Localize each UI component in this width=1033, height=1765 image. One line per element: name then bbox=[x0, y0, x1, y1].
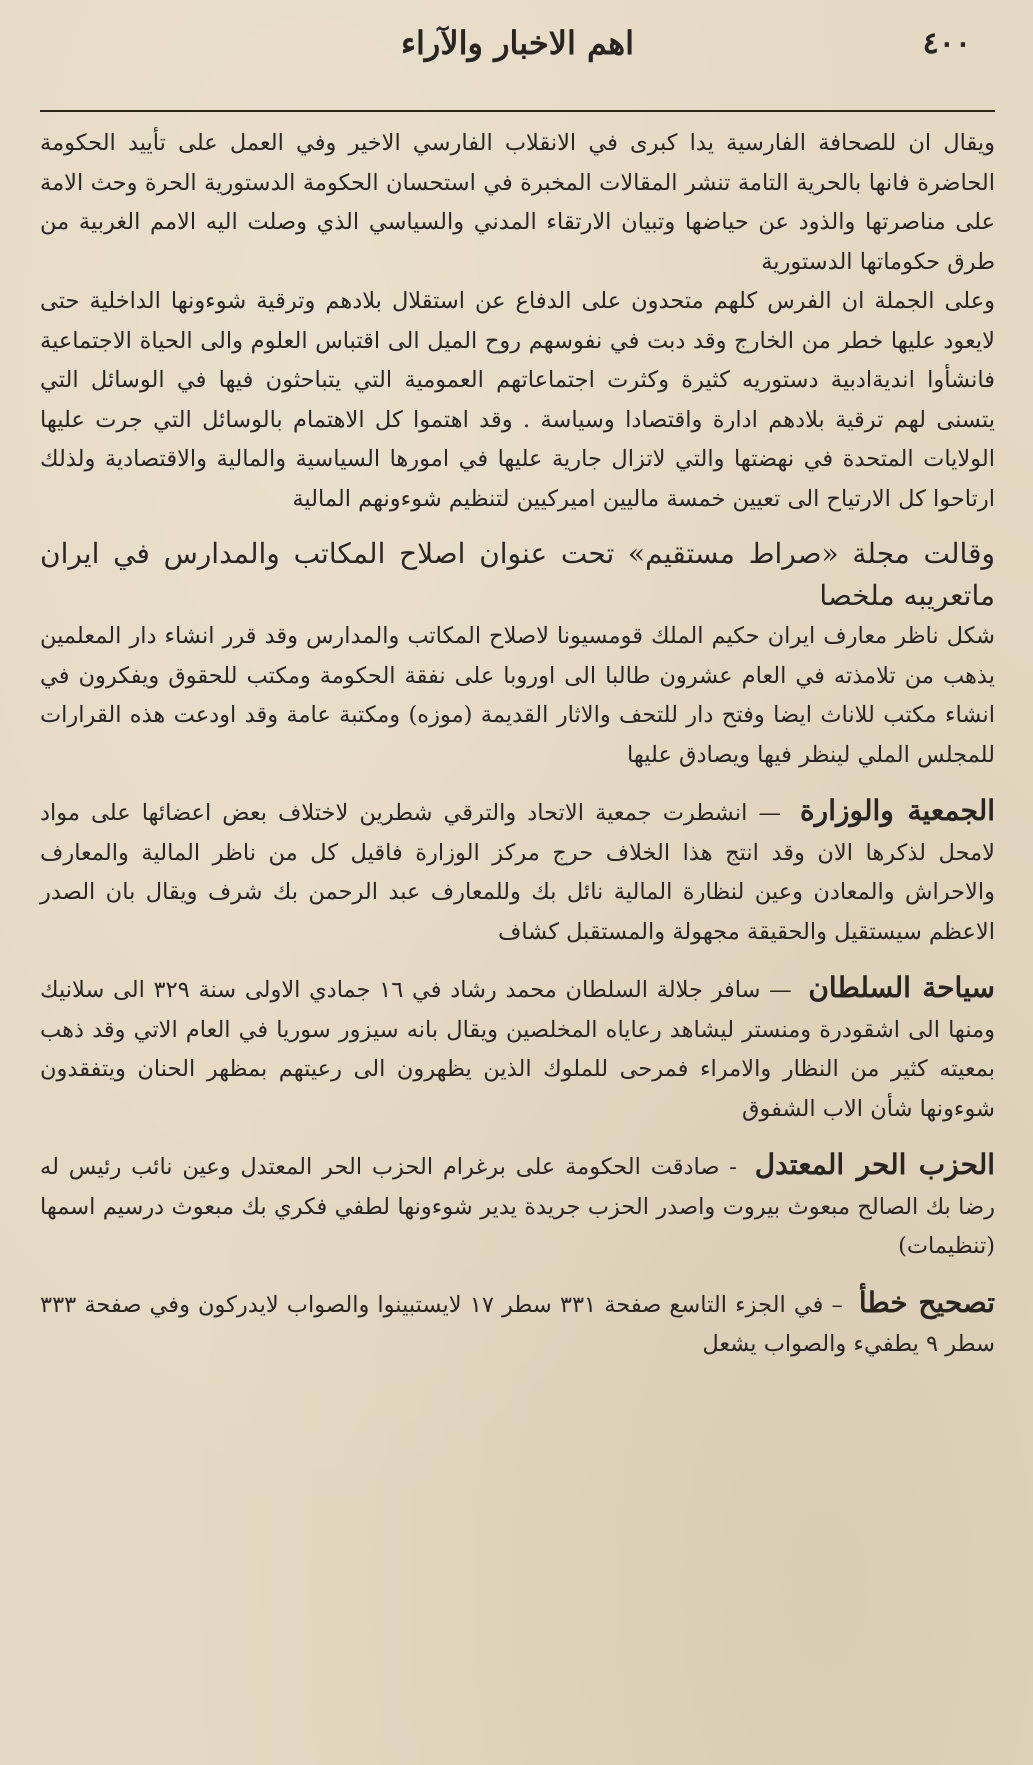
news-item-association bbox=[40, 791, 995, 952]
article-paragraph-1: ويقال ان للصحافة الفارسية يدا كبرى في الانقلاب الفارسي الاخير وفي العمل على تأييد الحكومة الحاضرة فانها بالحرية التامة تنشر المقالات المخبرة في استحسان الحكومة الدستورية الحرة وحث الامة على مناصرتها والذود عن حياضها وتبيان الارتقاء المدني والسياسي الذي وصلت اليه الامم الغربية من طرق حكوماتها الدستورية bbox=[40, 130, 995, 275]
news-item-moderate-party bbox=[40, 1145, 995, 1267]
news-item-heading: تصحيح خطأ bbox=[858, 1285, 995, 1319]
article-paragraph-2: وعلى الجملة ان الفرس كلهم متحدون على الدفاع عن استقلال بلادهم وترقية شوءونها الداخلية حتى لايعود عليها خطر من الخارج وقد دبت في نفوسهم روح الميل الى اقتباس العلوم والى الحياة الاجتماعية فانشأوا انديةادبية دستوريه كثيرة وكثرت اجتماعاتهم العمومية التي يتباحثون فيها في الوسائل التي يتسنى لهم ترقية بلادهم ادارة واقتصادا وسياسة . وقد اهتموا كل الاهتمام بالوسائل التي جرت عليها الولايات المتحدة في نهضتها والتي لاتزال جارية عليها في امورها السياسية والمالية والاقتصادية ولذلك ارتاحوا كل الارتياح الى تعيين خمسة ماليين اميركيين لتنظيم شوءونهم المالية bbox=[40, 288, 995, 512]
news-item-sultan-tour bbox=[40, 968, 995, 1129]
article-paragraph-3: شكل ناظر معارف ايران حكيم الملك قومسيونا لاصلاح المكاتب والمدارس وقد قرر انشاء دار المعلمين يذهب من تلامذته في العام عشرون طالبا الى اوروبا على نفقة الحكومة ومكتب للحقوق ويفكرون في انشاء مكتب للاناث ايضا وفتح دار للتحف والاثار القديمة (موزه) ومكتبة عامة وقد اودعت هذه القرارات للمجلس الملي لينظر فيها ويصادق عليها bbox=[40, 623, 995, 768]
page-body bbox=[40, 124, 995, 1365]
news-item-text: - صادقت الحكومة على برغرام الحزب الحر المعتدل وعين نائب رئيس له رضا بك الصالح مبعوث بيروت واصدر الحزب جريدة يدير شوءونها لطفي فكري بك مبعوث درسيم اسمها (تنظيمات) bbox=[40, 1154, 995, 1259]
news-item-text: — سافر جلالة السلطان محمد رشاد في ١٦ جمادي الاولى سنة ٣٢٩ الى سلانيك ومنها الى اشقودرة ومنستر ليشاهد رعاياه المخلصين ويقال بانه سيزور سوريا في العام الاتي وقد ذهب بمعيته كثير من النظار والامراء فمرحى للملوك الذين يظهرون الى رعيتهم بمظهر الحنان ويتفقدون شوءونها شأن الاب الشفوق bbox=[40, 977, 995, 1122]
news-item-text: — انشطرت جمعية الاتحاد والترقي شطرين لاختلاف بعض اعضائها على مواد لامحل لذكرها الان وقد انتج هذا الخلاف حرج مركز الوزارة فاقيل كل من ناظر المالية والمعارف والاحراش والمعادن وعين لنظارة المالية نائل بك وللمعارف عبد الرحمن بك شرف ويقال بان الصدر الاعظم سيستقيل والحقيقة مجهولة والمستقبل كشاف bbox=[40, 800, 995, 945]
news-item-correction bbox=[40, 1283, 995, 1365]
news-item-heading: الجمعية والوزارة bbox=[800, 794, 995, 827]
news-item-text: – في الجزء التاسع صفحة ٣٣١ سطر ١٧ لايستبينوا والصواب لايدركون وفي صفحة ٣٣٣ سطر ٩ يطفيء والصواب يشعل bbox=[40, 1291, 995, 1357]
news-item-heading: سياحة السلطان bbox=[808, 971, 995, 1004]
running-title: اهم الاخبار والآراء bbox=[400, 24, 635, 62]
header-rule bbox=[40, 110, 995, 112]
page-number: ٤٠٠ bbox=[922, 26, 971, 61]
page-header bbox=[40, 18, 995, 70]
section-subheading: وقالت مجلة «صراط مستقيم» تحت عنوان اصلاح المكاتب والمدارس في ايران ماتعريبه ملخصا bbox=[40, 537, 995, 612]
news-item-heading: الحزب الحر المعتدل bbox=[754, 1148, 996, 1181]
